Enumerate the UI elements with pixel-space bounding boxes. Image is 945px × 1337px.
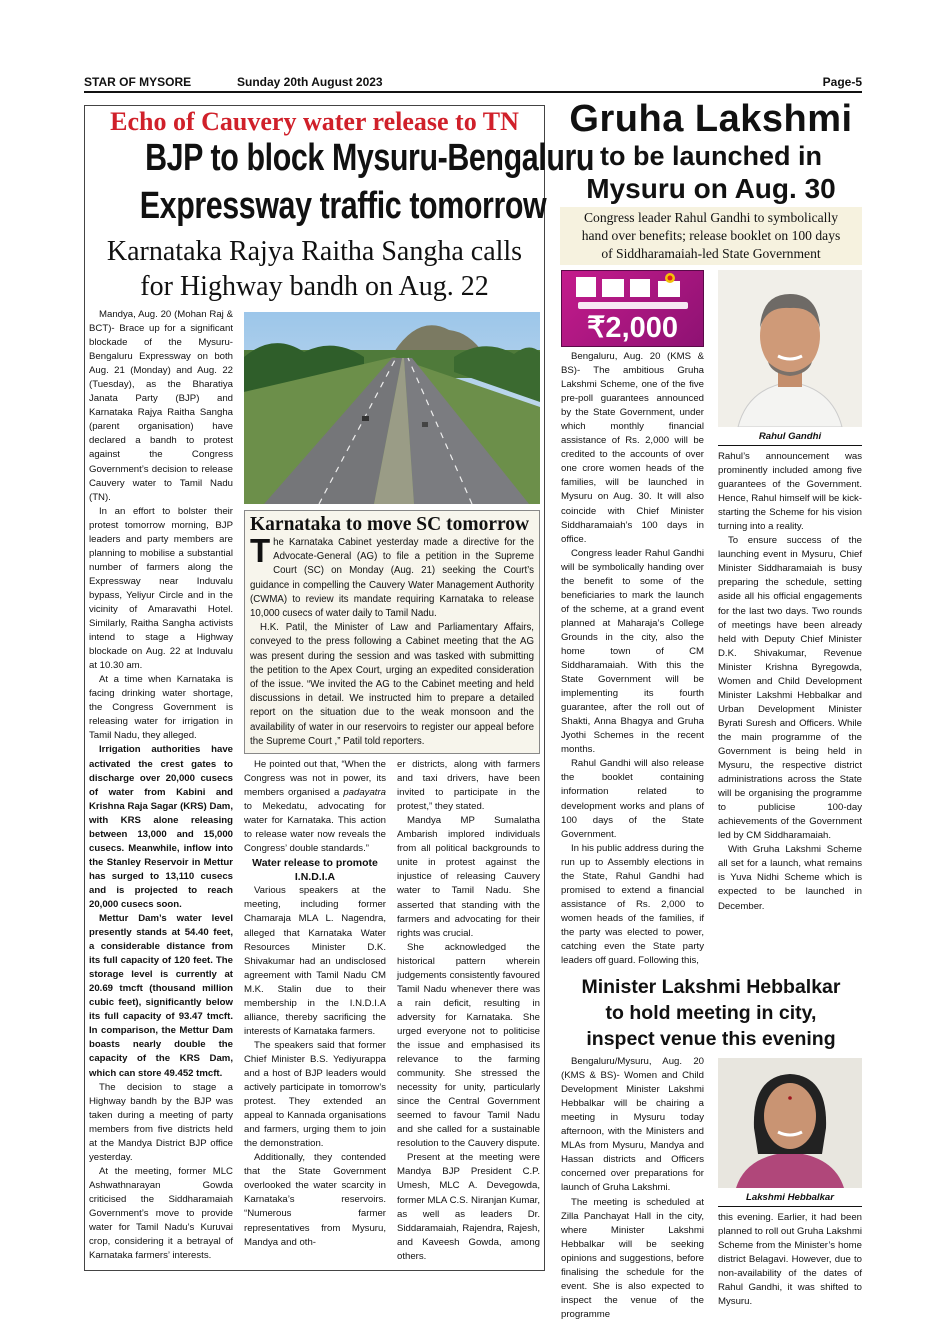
hebbalkar-column-2 (718, 1211, 862, 1309)
gruha-deck (560, 207, 862, 265)
logo-amount: ₹2,000 (586, 312, 679, 344)
sc-sidebar-box (244, 510, 540, 754)
paragraph: Bengaluru/Mysuru, Aug. 20 (KMS & BS)- Women and Child Development Minister Lakshmi Hebbalkar will be chairing a meeting in Mysuru today afternoon, with the Ministers and MLAs from Mysuru, Mandya and Hassan districts and Officers concerned over preparations for launch of Gruha Lakshmi. (561, 1056, 704, 1194)
paragraph: Various speakers at the meeting, including former Chamaraja MLA L. Nagendra, alleged that Karnataka Water Resources Minister D.K. Shivakumar had an undisclosed agreement with Tamil Nadu CM M.K. Stalin due to their membership in the I.N.D.I.A alliance, thereby sacrificing the interests of Karnataka farmers. (244, 885, 386, 1037)
gruha-headline-2: to be launched in (599, 141, 822, 171)
header-rule (84, 91, 862, 93)
paragraph: Additionally, they contended that the State Government overlooked the water scarcity in Karnataka’s reservoirs. “Numerous farmer representatives from Mysuru, Mandya and oth- (244, 1152, 386, 1248)
paragraph: She acknowledged the historical pattern wherein judgements consistently favoured Tamil Nadu whenever there was a rain deficit, resulting in adversity for Karnataka. She urged everyone not to politicise the issue and emphasised its relevance to the farming community. She stressed the necessity for unity, particularly since the Central Government seemed to favour Tamil Nadu and she called for a sustainable resolution to the Cauvery dispute. (397, 941, 540, 1150)
paragraph: At the meeting, former MLC Ashwathnarayan Gowda criticised the Siddharamaiah Government’s move to provide water for Tamil Nadu’s Kuruvai crop, considering it a betrayal of Karnataka farmers’ interests. (89, 1165, 233, 1262)
paragraph-text: he Karnataka Cabinet yesterday made a directive for the Advocate-General (AG) to file a petition in the Supreme Court (SC) on Monday (Aug. 21) seeking the Court’s guidance in compelling the Cauvery Water Management Authority (CWMA) to review its mandate requiring Karnataka to release 10,000 cusecs of water daily to Tamil Nadu. (250, 537, 534, 620)
deck-line: Congress leader Rahul Gandhi to symbolically (583, 210, 839, 225)
paragraph: Rahul Gandhi will also release the booklet containing information related to development works and plans of 100 days of the State Government. (561, 758, 704, 840)
hebbalkar-headline (558, 974, 864, 1052)
headline-line-2: Expressway traffic tomorrow (139, 185, 547, 227)
headline-line: to hold meeting in city, (605, 1002, 817, 1025)
paragraph: H.K. Patil, the Minister of Law and Parliamentary Affairs, conveyed to the press following a Cabinet meeting that the AG was present during the session and was tasked with submitting the petition to the Apex Court, urging an expedited consideration of the issue. “We invited the AG to the Cabinet meeting and held discussions in detail. We instructed him to prepare a detailed report on the situation due to the weak monsoon and the availability of water in our reservoirs to register our appeal before the Supreme Court ,” Patil told reporters. (250, 622, 534, 747)
issue-date: Sunday 20th August 2023 (237, 75, 383, 89)
paragraph: The speakers said that former Chief Minister B.S. Yediyurappa and a host of BJP leaders would actively participate in tomorrow’s protest. They extended an appeal to Kannada organisations and farmers, urging them to join the demonstration. (244, 1039, 386, 1150)
paragraph: In an effort to bolster their protest tomorrow morning, BJP leaders and party members are planning to mobilise a substantial number of farmers along the Expressway near Induvalu bypass, Yeliyur Circle and in the vicinity of Amaravathi Hotel. Similarly, Raitha Sangha activists intend to stage a Highway blockade on Aug. 22 at Induvalu at 10.30 am. (89, 505, 233, 672)
paragraph: Bengaluru, Aug. 20 (KMS & BS)- The ambitious Gruha Lakshmi Scheme, one of the five pre-poll guarantees announced by the State Government, under which monthly financial assistance of Rs. 2,000 will be credited to the accounts of over one crore women heads of the families, will be launched in Mysuru on Aug. 30. It will also coincide with Chief Minister Siddharamaiah’s 100 days in office. (561, 351, 704, 545)
headline-line: inspect venue this evening (586, 1028, 836, 1051)
kannada-logo-lettering (562, 271, 703, 311)
lakshmi-hebbalkar-photo (718, 1058, 862, 1188)
hebbalkar-column-1 (561, 1055, 704, 1322)
paragraph: The decision to stage a Highway bandh by the BJP was taken during a meeting of party members from five districts held at the Mandya District BJP office yesterday. (89, 1081, 233, 1163)
gruha-headline-3: Mysuru on Aug. 30 (586, 173, 836, 204)
paragraph: Mandya, Aug. 20 (Mohan Raj & BCT)- Brace up for a significant blockade of the Mysuru-Bengaluru Expressway on both Aug. 21 (Monday) and Aug. 22 (Tuesday), as the Bharatiya Janata Party (BJP) and Karnataka Rajya Raitha Sangha (parent organisation) have declared a bandh to protest against the Congress Government’s decision to release Cauvery water to Tamil Nadu (TN). (89, 309, 233, 503)
lead-column-2 (244, 758, 386, 1250)
paragraph-text: to Mekedatu, advocating for water for Karnataka. This action to release water now reveals the Congress’ double standards.” (244, 801, 386, 855)
rahul-gandhi-caption: Rahul Gandhi (718, 430, 862, 446)
lead-right-area (244, 308, 540, 1264)
paragraph: The meeting is scheduled at Zilla Panchayat Hall in the city, where Minister Lakshmi Hebbalkar will be seeking opinions and suggestions, before finalising the schedule for the event. She is also expected to inspect the venue of the programme (561, 1196, 704, 1320)
paragraph: Mettur Dam’s water level presently stands at 54.40 feet, a considerable distance from its full capacity of 120 feet. The storage level is currently at 20.69 tmcft (thousand million cubic feet), significantly below its full capacity of 93.47 tmcft. In comparison, the Mettur Dam boasts nearly double the capacity of the KRS Dam, which can store 49.452 tmcft. (89, 913, 233, 1079)
paragraph-text: He pointed out that, “When the Congress was not in power, its members organised a (244, 759, 386, 799)
headline-line-1: BJP to block Mysuru-Bengaluru (145, 137, 595, 179)
subhead-line-2: for Highway bandh on Aug. 22 (140, 271, 489, 302)
paragraph (250, 532, 534, 621)
gruha-column-2 (718, 450, 862, 914)
sc-box-title: Karnataka to move SC tomorrow (250, 514, 530, 535)
lead-column-3 (397, 758, 540, 1264)
headline-line: Minister Lakshmi Hebbalkar (581, 976, 841, 999)
lead-subhead (89, 234, 540, 304)
deck-line: hand over benefits; release booklet on 100 days (581, 228, 841, 243)
paragraph: er districts, along with farmers and taxi drivers, have been invited to participate in the protest,” they stated. (397, 759, 540, 813)
paragraph (244, 758, 386, 856)
gruha-lakshmi-logo (561, 270, 704, 347)
paragraph: Irrigation authorities have activated the crest gates to discharge over 20,000 cusecs of water from Kabini and Krishna Raja Sagar (KRS) Dam, with KRS alone releasing between 13,000 and 15,000 cusecs. Meanwhile, inflow into the Stanley Reservoir in Mettur has surged to 13,110 cusecs and is projected to reach 20,000 cusecs soon. (89, 744, 233, 910)
lead-headline (89, 137, 595, 234)
gruha-headline-1: Gruha Lakshmi (569, 98, 853, 140)
paragraph: With Gruha Lakshmi Scheme all set for a launch, what remains is Yuva Nidhi Scheme which is expected to be launched in December. (718, 844, 862, 912)
rahul-gandhi-photo (718, 270, 862, 427)
section-subhead: Water release to promote I.N.D.I.A (252, 857, 378, 884)
right-column (558, 98, 864, 1322)
paragraph: Rahul’s announcement was prominently included among five guarantees of the Government. Hence, Rahul himself will be kick-starting the Scheme for his vision turning into a reality. (718, 451, 862, 533)
sc-box-body (250, 532, 534, 749)
paragraph: Present at the meeting were Mandya BJP President C.P. Umesh, MLC A. Devegowda, former MLA C.S. Niranjan Kumar, as well as leaders Dr. Siddaramaiah, Rajendra, Rajesh, and Kaveesh Gowda, among others. (397, 1152, 540, 1262)
paragraph: To ensure success of the launching event in Mysuru, Chief Minister Siddharamaiah is busy preparing the schedule, setting aside all his official engagements for the last two days. Two rounds of meetings have been already held with Deputy Chief Minister D.K. Shivakumar, Revenue Minister Krishna Byregowda, Women and Child Development Minister Lakshmi Hebbalkar and Urban Development Minister Byrati Suresh and Officers. While the main programme of the Government is being held in Mysuru, the respective district administrations across the State will be organising the programme to publicise 100-day achievements of the Government led by CM Siddharamaiah. (718, 535, 862, 842)
paragraph: Congress leader Rahul Gandhi will be symbolically handing over the benefit to some of the beneficiaries to mark the launch of the scheme, at a grand event planned at Maharaja’s College Grounds in the city, also the home town of CM Siddharamaiah. With this the State Government will be implementing its fourth guarantee, after the roll out of Shakti, Anna Bhagya and Gruha Jyothi Schemes in the recent months. (561, 547, 704, 756)
paragraph: In his public address during the run up to Assembly elections in the State, Rahul Gandhi had promised to extend a financial assistance of Rs. 2,000 to women heads of the families, if the party was elected to power, catching even the State party leaders off guard. Following this, (561, 842, 704, 967)
lead-column-1 (89, 308, 233, 1263)
page-number: Page-5 (822, 75, 862, 89)
expressway-photo (244, 312, 540, 504)
lakshmi-hebbalkar-caption: Lakshmi Hebbalkar (718, 1191, 862, 1207)
subhead-line-1: Karnataka Rajya Raitha Sangha calls (106, 236, 523, 267)
deck-line: of Siddharamaiah-led State Government (601, 246, 821, 261)
drop-cap: T (250, 532, 271, 569)
paragraph: Mandya MP Sumalatha Ambarish implored individuals from all political backgrounds to unite in protest against the injustice of releasing Cauvery water to Tamil Nadu. She asserted that standing with the farmers and advocating for their rights was crucial. (397, 815, 540, 939)
gruha-column-1 (561, 350, 704, 968)
lead-article-box (84, 105, 595, 1271)
lead-kicker: Echo of Cauvery water release to TN (110, 107, 519, 136)
paragraph: this evening. Earlier, it had been planned to roll out Gruha Lakshmi Scheme from the Minister’s home district Belagavi. However, due to non-availability of the dates of Rahul Gandhi, it was shifted to Mysuru. (718, 1212, 862, 1308)
newspaper-name: STAR OF MYSORE (84, 75, 192, 89)
italic-term: padayatra (343, 787, 386, 799)
paragraph: At a time when Karnataka is facing drinking water shortage, the Congress Government is releasing water for irrigation in Tamil Nadu, they alleged. (89, 674, 233, 742)
